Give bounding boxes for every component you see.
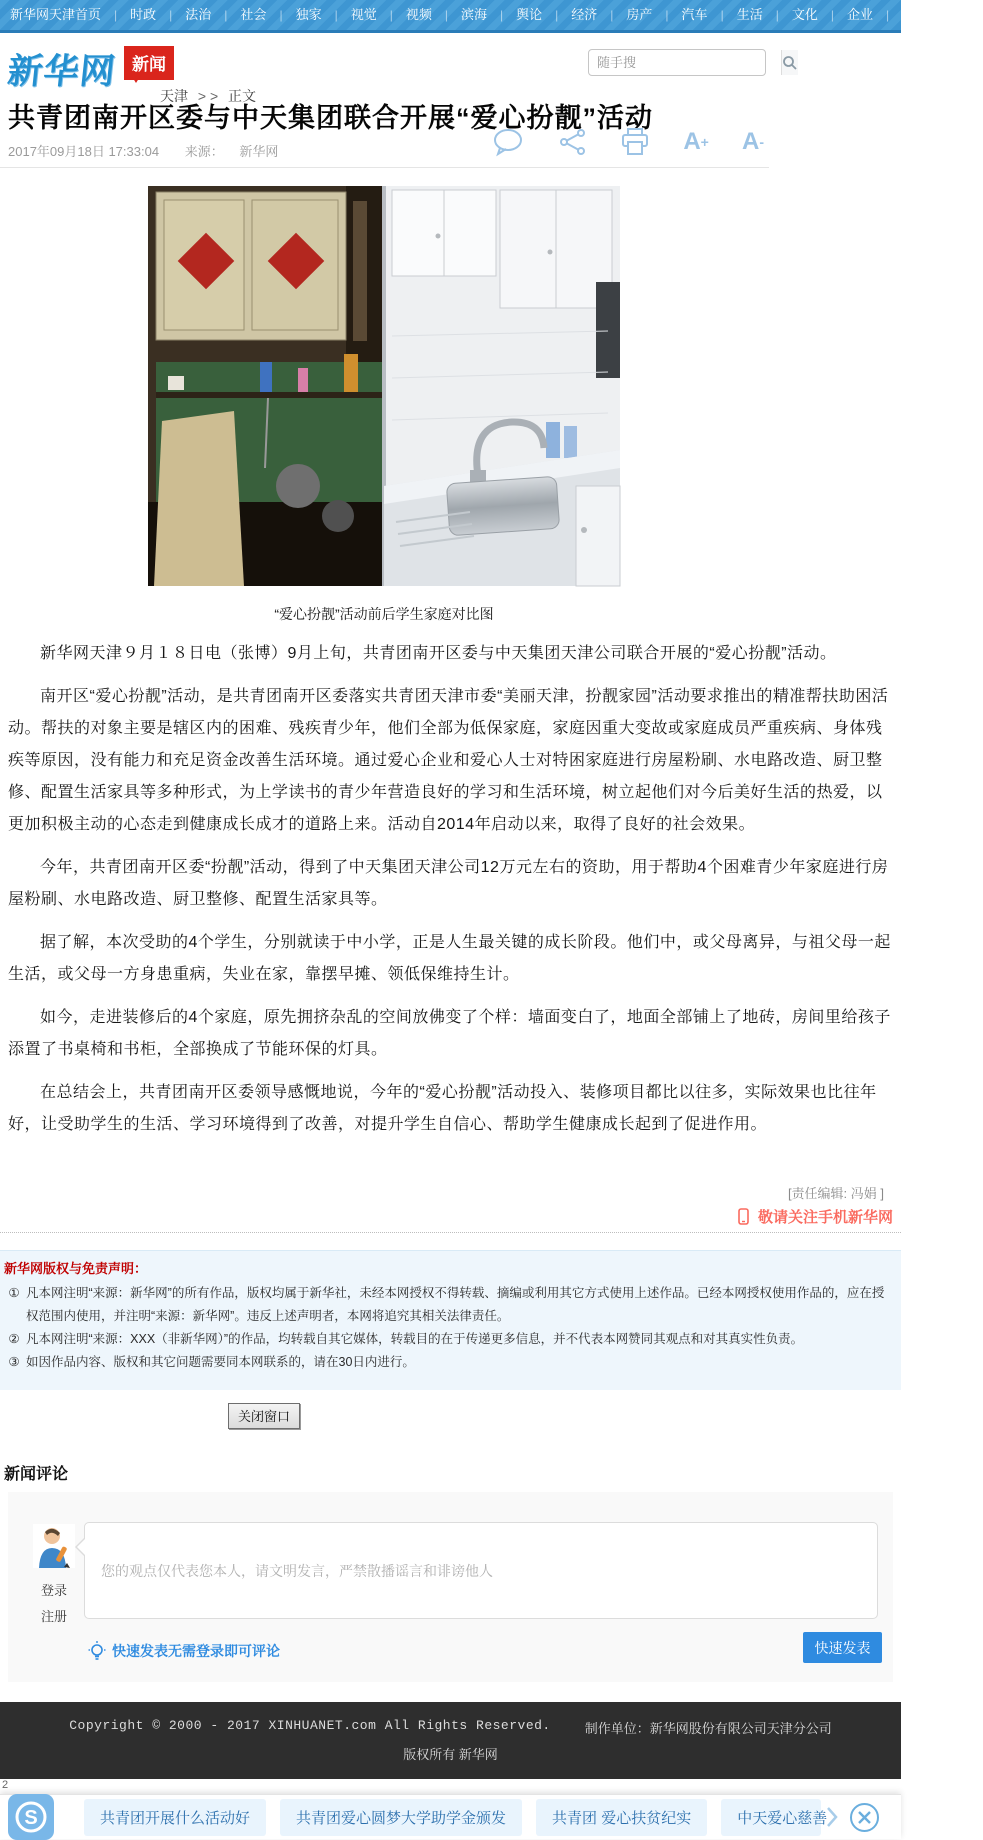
suggestion-link[interactable]: 共青团开展什么活动好	[84, 1799, 266, 1836]
nav-item-service[interactable]: | 服务	[873, 0, 928, 30]
photo-caption: “爱心扮靓”活动前后学生家庭对比图	[274, 606, 494, 622]
quick-post-tip-text: 快速发表无需登录即可评论	[112, 1643, 280, 1659]
article-meta	[8, 141, 278, 160]
nav-item-opinion[interactable]: | 舆论	[487, 0, 542, 30]
paragraph: 南开区“爱心扮靓”活动，是共青团南开区委落实共青团天津市委“美丽天津，扮靓家园”活动要求推出的精准帮扶助困活动。帮扶的对象主要是辖区内的困难、残疾青少年，他们全部为低保家庭，家庭因重大变故或家庭成员严重疾病、身体残疾等原因，没有能力和充足资金改善生活环境。通过爱心企业和爱心人士对特困家庭进行房屋粉刷、水电路改造、厨卫整修、配置生活家具等多种形式，为上学读书的青少年营造良好的学习和生活环境，树立起他们对今后美好生活的热爱，以更加积极主动的心态走到健康成长成才的道路上来。活动自2014年启动以来，取得了良好的社会效果。	[8, 688, 889, 833]
print-icon	[620, 128, 650, 156]
paragraph: 据了解，本次受助的4个学生，分别就读于中小学，正是人生最关键的成长阶段。他们中，或父母离异，与祖父母一起生活，或父母一方身患重病，失业在家，靠摆早摊、领低保维持生计。	[8, 934, 891, 983]
suggestion-link[interactable]: 共青团 爱心扶贫纪实	[536, 1799, 707, 1836]
paragraph: 在总结会上，共青团南开区委领导感慨地说，今年的“爱心扮靓”活动投入、装修项目都比以往多，实际效果也比往年好，让受助学生的生活、学习环境得到了改善，对提升学生自信心、帮助学生健康成长起到了促进作用。	[8, 1084, 877, 1133]
xinhuanet-logo-text: 新华网	[5, 52, 118, 91]
disclaimer-item-text: 如因作品内容、版权和其它问题需要同本网联系的，请在30日内进行。	[26, 1355, 415, 1369]
bulb-icon	[88, 1640, 106, 1662]
nav-item-auto[interactable]: | 汽车	[652, 0, 707, 30]
disclaimer-item-number: ②	[8, 1332, 20, 1346]
nav-item-home[interactable]: 新华网天津首页	[10, 7, 102, 22]
nav-item-society[interactable]: | 社会	[211, 0, 266, 30]
disclaimer-item-number: ③	[8, 1355, 20, 1369]
breadcrumb-separator: > >	[197, 88, 219, 104]
nav-item-realestate[interactable]: | 房产	[597, 0, 652, 30]
font-increase-button[interactable]	[683, 130, 709, 154]
register-link[interactable]: 注册	[40, 1609, 67, 1624]
before-after-kitchen-photo	[148, 186, 620, 586]
header-divider	[0, 167, 769, 168]
source-label: 来源：	[184, 144, 224, 159]
disclaimer-item-text: 凡本网注明“来源：XXX（非新华网）”的作品，均转载自其它媒体，转载目的在于传递更多信息，并不代表本网赞同其观点和对其真实性负责。	[26, 1332, 804, 1346]
nav-item-enterprise[interactable]: | 企业	[818, 0, 873, 30]
nav-item-exclusive[interactable]: | 独家	[266, 0, 321, 30]
svg-text:S: S	[24, 1807, 38, 1829]
comment-panel	[8, 1492, 893, 1682]
nav-item-binhai[interactable]: | 滨海	[432, 0, 487, 30]
nav-item-life[interactable]: | 生活	[708, 0, 763, 30]
nav-item-health[interactable]: | 健康	[928, 0, 983, 30]
chevron-right-icon[interactable]	[825, 1806, 839, 1828]
search-button[interactable]	[781, 50, 798, 75]
copyright-text: Copyright © 2000 - 2017 XINHUANET.com All Rights Reserved.	[69, 1718, 551, 1733]
comments-heading: 新闻评论	[4, 1466, 69, 1483]
site-logo[interactable]	[5, 44, 174, 94]
news-badge: 新闻	[124, 46, 174, 80]
copyright-disclaimer	[0, 1250, 901, 1390]
paragraph: 如今，走进装修后的4个家庭，原先拥挤杂乱的空间放佛变了个样：墙面变白了，地面全部铺上了地砖，房间里给孩子添置了书桌椅和书柜，全部换成了节能环保的灯具。	[8, 1009, 891, 1058]
article-date: 2017年09月18日 17:33:04	[8, 144, 160, 159]
nav-item-politics[interactable]: | 时政	[101, 0, 156, 30]
comment-textarea[interactable]	[84, 1522, 878, 1619]
breadcrumb-current: 正文	[228, 88, 257, 104]
nav-item-culture[interactable]: | 文化	[763, 0, 818, 30]
nav-item-law[interactable]: | 法治	[156, 0, 211, 30]
disclaimer-item	[2, 1351, 895, 1374]
page-footer	[0, 1702, 901, 1779]
article-body	[8, 638, 892, 1152]
search-icon	[782, 55, 798, 71]
avatar	[33, 1524, 75, 1568]
disclaimer-title: 新华网版权与免责声明：	[4, 1261, 148, 1276]
disclaimer-item-number: ①	[8, 1286, 20, 1300]
suggestion-link[interactable]: 共青团爱心圆梦大学助学金颁发	[280, 1799, 522, 1836]
comment-box	[84, 1522, 878, 1619]
breadcrumb-region[interactable]: 天津	[160, 88, 188, 104]
producer-text: 制作单位：新华网股份有限公司天津分公司	[584, 1721, 832, 1736]
font-increase-letter: A	[683, 128, 701, 155]
dotted-divider	[0, 1232, 901, 1233]
suggestion-link[interactable]: 中天爱心慈善	[721, 1799, 821, 1836]
share-button[interactable]	[559, 128, 587, 156]
paragraph: 今年，共青团南开区委“扮靓”活动，得到了中天集团天津公司12万元左右的资助，用于帮助4个困难青少年家庭进行房屋粉刷、水电路改造、厨卫整修、配置生活家具等。	[8, 859, 889, 908]
search-input[interactable]	[589, 50, 781, 75]
mobile-notice-text: 敬请关注手机新华网	[757, 1209, 893, 1226]
sogou-icon[interactable]	[8, 1794, 54, 1840]
top-nav	[0, 0, 983, 33]
disclaimer-item-text: 凡本网注明“来源：新华网”的所有作品，版权均属于新华社，未经本网授权不得转载、摘编或利用其它方式使用上述作品。已经本网授权使用作品的，应在授权范围内使用，并注明“来源：新华网”。违反上述声明者，本网将追究其相关法律责任。	[26, 1286, 885, 1323]
page-artifact: 2	[2, 1779, 9, 1791]
nav-item-vision[interactable]: | 视觉	[322, 0, 377, 30]
nav-item-economy[interactable]: | 经济	[542, 0, 597, 30]
login-block	[26, 1524, 82, 1625]
font-decrease-letter: A	[741, 128, 760, 155]
phone-icon	[738, 1208, 749, 1225]
bottom-suggestion-bar	[0, 1794, 901, 1839]
print-button[interactable]	[620, 128, 650, 156]
close-icon[interactable]	[849, 1802, 880, 1833]
font-decrease-sign: -	[759, 134, 764, 150]
editor-credit: [责任编辑: 冯娟 ]	[787, 1186, 884, 1201]
article-photo	[148, 186, 620, 586]
login-link[interactable]: 登录	[40, 1583, 67, 1598]
paragraph: 新华网天津９月１８日电（张博）9月上旬，共青团南开区委与中天集团天津公司联合开展的“爱心扮靓”活动。	[40, 645, 837, 662]
search-box	[588, 49, 766, 76]
font-decrease-button[interactable]	[742, 130, 764, 154]
quick-post-button[interactable]: 快速发表	[803, 1632, 882, 1663]
close-window-button[interactable]: 关闭窗口	[228, 1403, 300, 1429]
share-icon	[559, 128, 587, 156]
disclaimer-item	[2, 1282, 895, 1328]
quick-post-tip	[88, 1640, 280, 1662]
mobile-xinhuanet-link[interactable]	[0, 1206, 893, 1227]
suggestion-chips	[84, 1799, 828, 1836]
comment-button[interactable]	[492, 128, 526, 156]
disclaimer-item	[2, 1328, 895, 1351]
nav-item-video[interactable]: | 视频	[377, 0, 432, 30]
source-value: 新华网	[239, 144, 279, 159]
article-toolbar	[492, 124, 764, 160]
font-increase-sign: +	[700, 134, 709, 150]
rights-text: 版权所有 新华网	[403, 1747, 498, 1762]
comment-icon	[492, 128, 526, 156]
article-title: 共青团南开区委与中天集团联合开展“爱心扮靓”活动	[8, 103, 653, 133]
